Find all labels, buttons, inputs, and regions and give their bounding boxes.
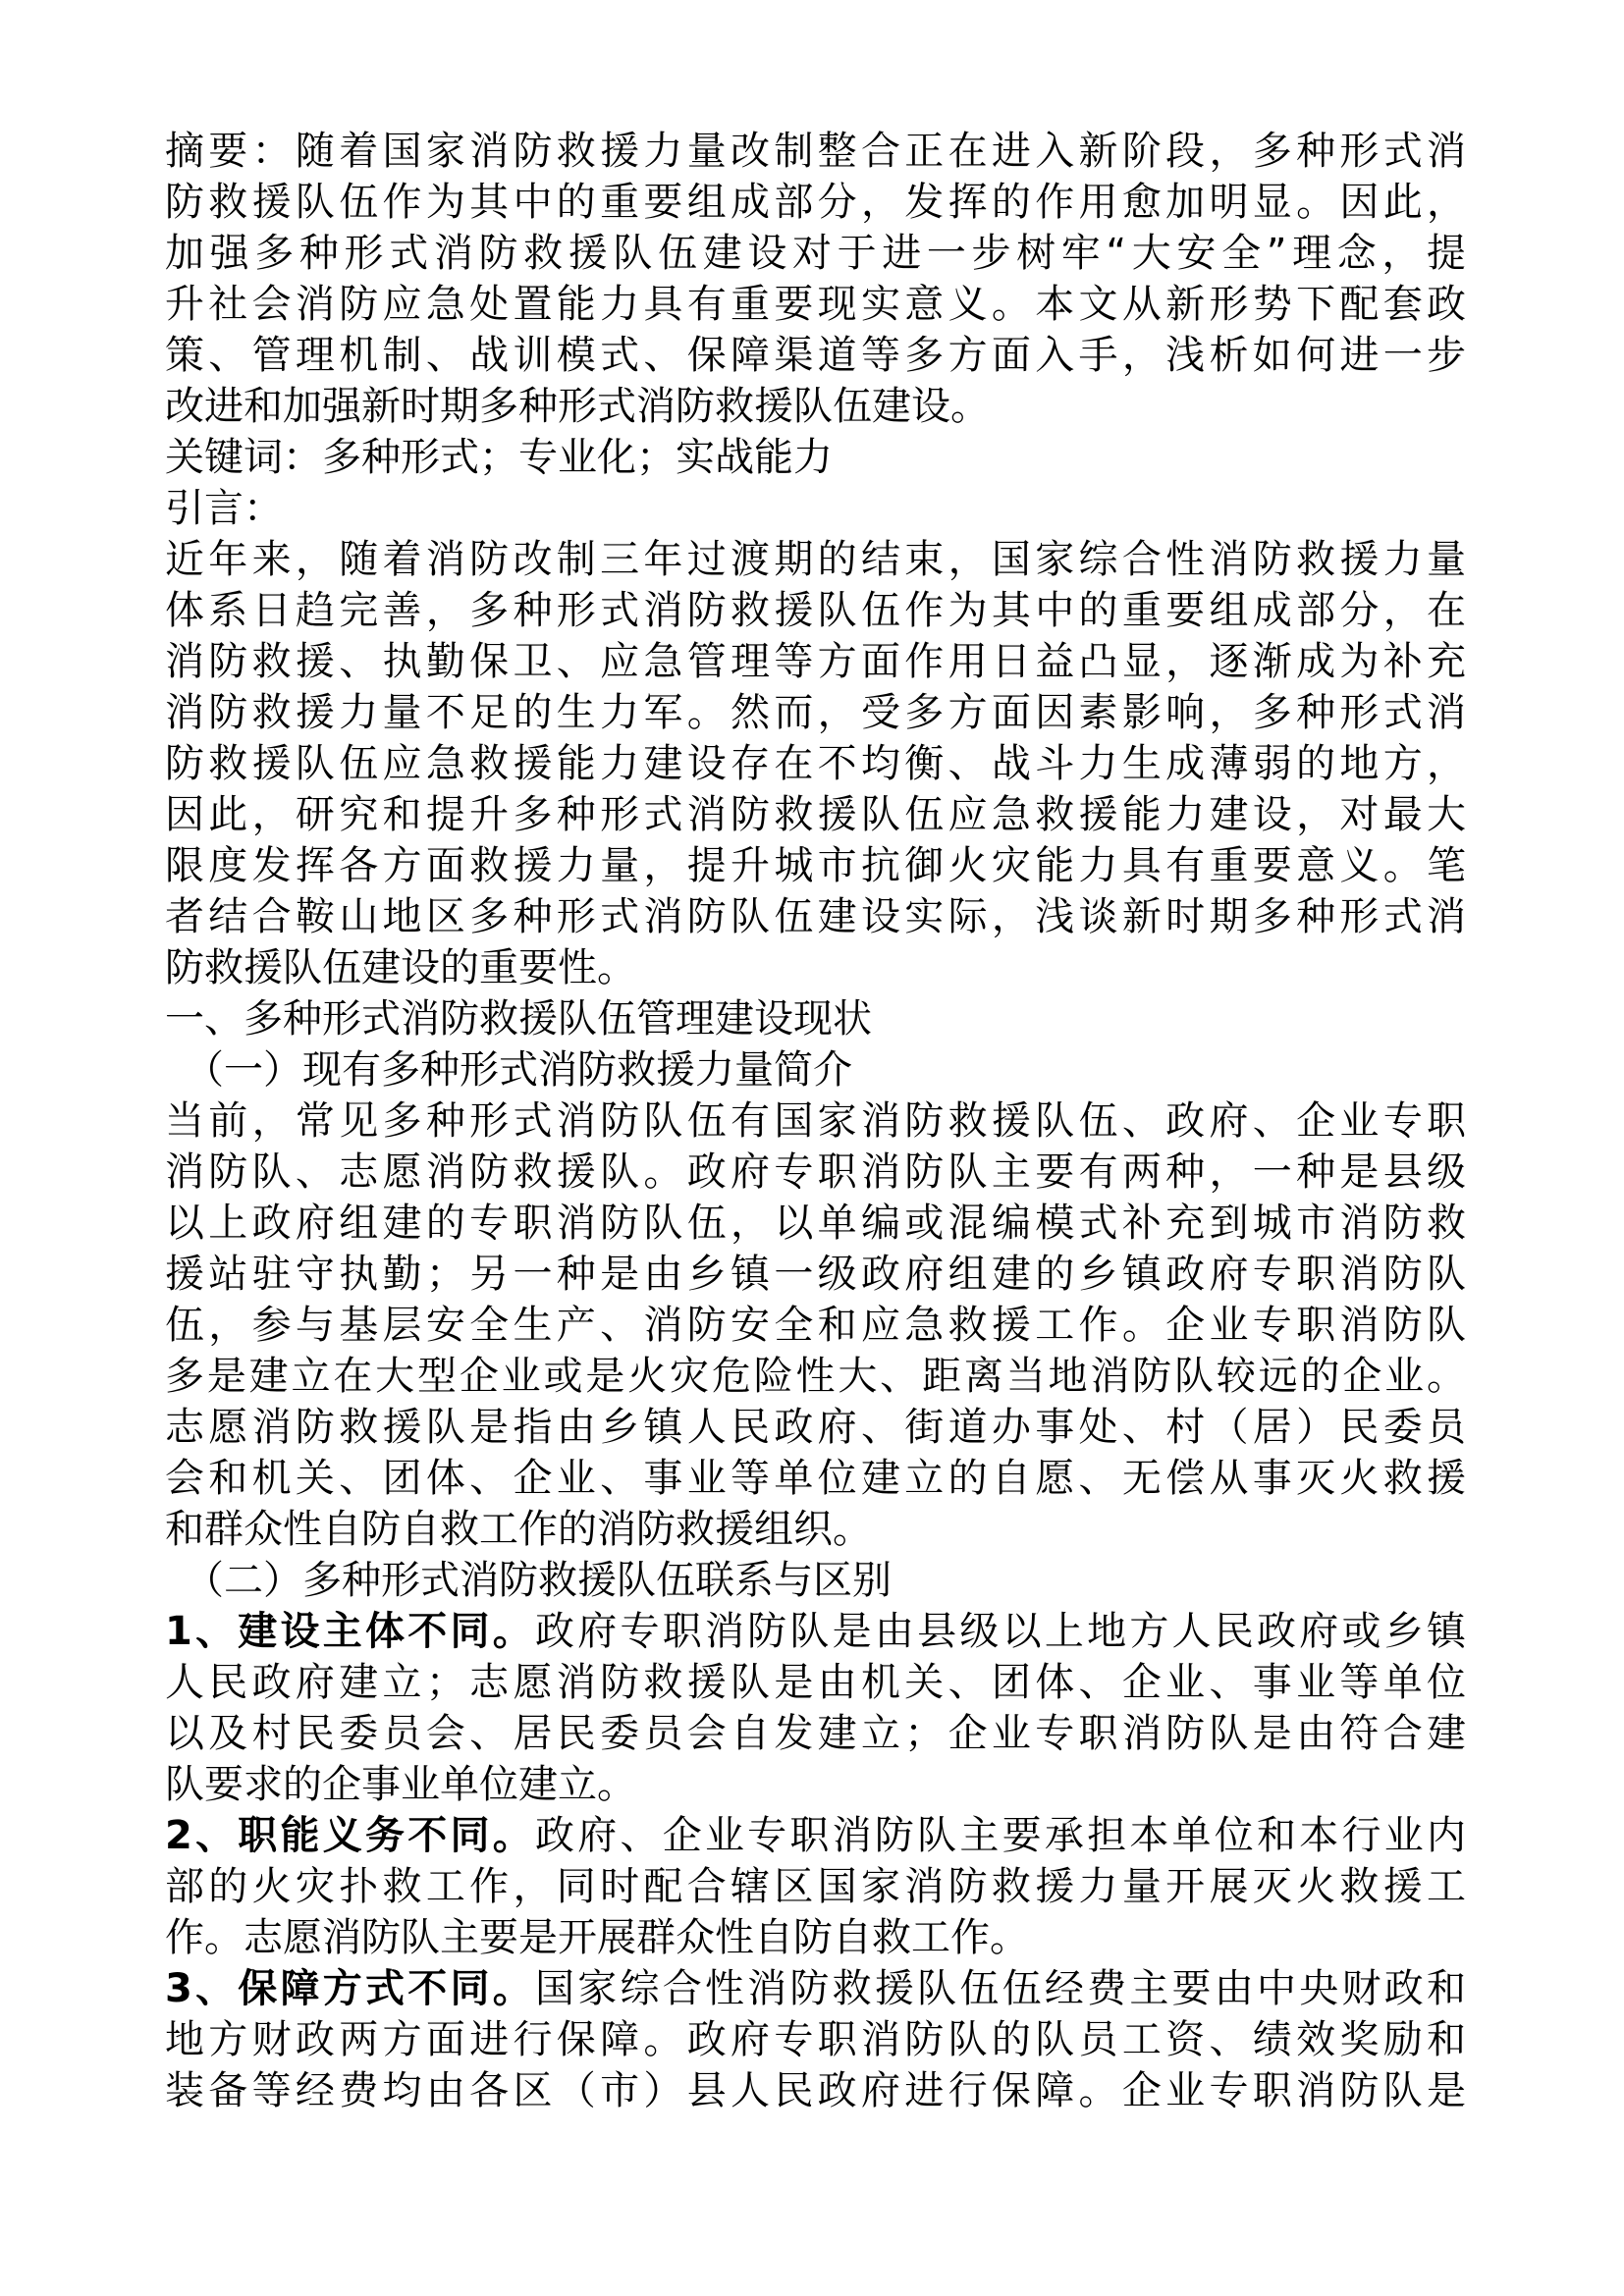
item-line-with-bold-lead — [165, 1963, 1466, 2014]
subsection-one-line: 消防队、志愿消防救援队。政府专职消防队主要有两种，一种是县级 — [165, 1149, 1466, 1195]
document-body — [165, 126, 1466, 2116]
subsection-one-line: 当前，常见多种形式消防队伍有国家消防救援队伍、政府、企业专职 — [165, 1098, 1466, 1144]
item-line-with-bold-lead — [165, 1606, 1466, 1657]
abstract-block — [165, 126, 1466, 432]
subsection-one-line: 和群众性自防自救工作的消防救援组织。 — [165, 1507, 872, 1552]
introduction-line: 消防救援、执勤保卫、应急管理等方面作用日益凸显，逐渐成为补充 — [165, 639, 1466, 684]
abstract-line: 升社会消防应急处置能力具有重要现实意义。本文从新形势下配套政 — [165, 282, 1466, 327]
keywords-line: 关键词：多种形式；专业化；实战能力 — [165, 435, 833, 480]
item-line-rest: 国家综合性消防救援队伍伍经费主要由中央财政和 — [534, 1966, 1466, 2011]
subsection-one-block — [165, 1095, 1466, 1555]
introduction-line: 限度发挥各方面救援力量，提升城市抗御火灾能力具有重要意义。笔 — [165, 843, 1466, 888]
section-one-heading: 一、多种形式消防救援队伍管理建设现状 — [165, 996, 872, 1041]
subsection-one-line: 以上政府组建的专职消防队伍，以单编或混编模式补充到城市消防救 — [165, 1201, 1466, 1246]
item-line: 部的火灾扑救工作，同时配合辖区国家消防救援力量开展灭火救援工 — [165, 1864, 1466, 1909]
subsection-one-heading: （一）现有多种形式消防救援力量简介 — [185, 1047, 852, 1093]
item-line-rest: 政府、企业专职消防队主要承担本单位和本行业内 — [534, 1813, 1466, 1858]
subsection-two-heading: （二）多种形式消防救援队伍联系与区别 — [185, 1558, 892, 1603]
abstract-line: 防救援队伍作为其中的重要组成部分，发挥的作用愈加明显。因此， — [165, 180, 1466, 225]
item-bold-lead: 3、保障方式不同。 — [165, 1966, 535, 2011]
item-bold-lead: 2、职能义务不同。 — [165, 1813, 535, 1858]
abstract-line: 摘要：随着国家消防救援力量改制整合正在进入新阶段，多种形式消 — [165, 129, 1466, 174]
abstract-line: 策、管理机制、战训模式、保障渠道等多方面入手，浅析如何进一步 — [165, 333, 1466, 378]
subsection-two-item — [165, 1963, 1466, 2116]
subsection-one-line: 会和机关、团体、企业、事业等单位建立的自愿、无偿从事灭火救援 — [165, 1456, 1466, 1501]
introduction-line: 体系日趋完善，多种形式消防救援队伍作为其中的重要组成部分，在 — [165, 588, 1466, 633]
abstract-line: 加强多种形式消防救援队伍建设对于进一步树牢“大安全”理念，提 — [165, 231, 1466, 276]
subsection-one-line: 援站驻守执勤；另一种是由乡镇一级政府组建的乡镇政府专职消防队 — [165, 1252, 1466, 1297]
introduction-line: 近年来，随着消防改制三年过渡期的结束，国家综合性消防救援力量 — [165, 537, 1466, 582]
item-line: 装备等经费均由各区（市）县人民政府进行保障。企业专职消防队是 — [165, 2068, 1466, 2113]
introduction-line: 消防救援力量不足的生力军。然而，受多方面因素影响，多种形式消 — [165, 690, 1466, 735]
introduction-line: 防救援队伍应急救援能力建设存在不均衡、战斗力生成薄弱的地方， — [165, 741, 1466, 786]
introduction-line: 者结合鞍山地区多种形式消防队伍建设实际，浅谈新时期多种形式消 — [165, 894, 1466, 939]
introduction-line: 因此，研究和提升多种形式消防救援队伍应急救援能力建设，对最大 — [165, 792, 1466, 837]
item-line: 作。志愿消防队主要是开展群众性自防自救工作。 — [165, 1915, 1029, 1960]
introduction-block — [165, 534, 1466, 993]
subsection-one-line: 志愿消防救援队是指由乡镇人民政府、街道办事处、村（居）民委员 — [165, 1405, 1466, 1450]
item-line-rest: 政府专职消防队是由县级以上地方人民政府或乡镇 — [534, 1609, 1466, 1654]
item-line: 以及村民委员会、居民委员会自发建立；企业专职消防队是由符合建 — [165, 1711, 1466, 1756]
abstract-line: 改进和加强新时期多种形式消防救援队伍建设。 — [165, 384, 990, 429]
introduction-heading: 引言： — [165, 486, 283, 531]
subsection-two-item — [165, 1606, 1466, 1810]
item-line-with-bold-lead — [165, 1810, 1466, 1861]
introduction-line: 防救援队伍建设的重要性。 — [165, 945, 636, 990]
item-line: 地方财政两方面进行保障。政府专职消防队的队员工资、绩效奖励和 — [165, 2017, 1466, 2062]
item-line: 队要求的企事业单位建立。 — [165, 1762, 636, 1807]
item-bold-lead: 1、建设主体不同。 — [165, 1609, 535, 1654]
item-line: 人民政府建立；志愿消防救援队是由机关、团体、企业、事业等单位 — [165, 1660, 1466, 1705]
subsection-one-line: 伍，参与基层安全生产、消防安全和应急救援工作。企业专职消防队 — [165, 1303, 1466, 1348]
subsection-two-item — [165, 1810, 1466, 1963]
subsection-one-line: 多是建立在大型企业或是火灾危险性大、距离当地消防队较远的企业。 — [165, 1354, 1466, 1399]
